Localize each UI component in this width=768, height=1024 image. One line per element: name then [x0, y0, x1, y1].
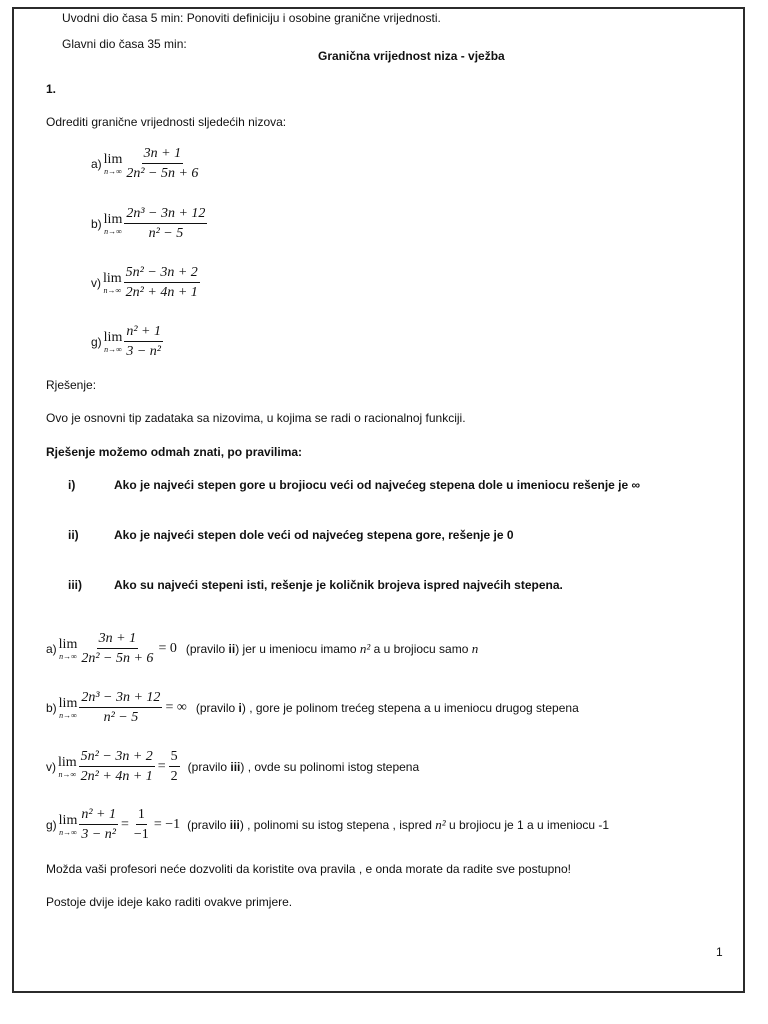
item-label: g)	[91, 334, 102, 349]
limit-operator: lim n→∞	[58, 636, 78, 661]
fraction: $\frac{\text{n² + 1}}{\text{3 − n²}}$	[81, 807, 116, 842]
page-title: Granična vrijednost niza - vježba	[318, 49, 505, 63]
rule-number: i)	[68, 478, 76, 492]
fraction: $\frac{\text{n² + 1}}{\text{3 − n²}}$	[126, 324, 161, 359]
task-instruction: Odrediti granične vrijednosti sljedećih nizova:	[46, 115, 287, 129]
answer-note: (pravilo iii) , ovde su polinomi istog stepena	[187, 759, 420, 774]
item-label: v)	[91, 275, 101, 290]
answer-note: (pravilo iii) , polinomi su istog stepena , ispred n² u brojiocu je 1 a u imeniocu -1	[187, 816, 610, 832]
answer-note: (pravilo i) , gore je polinom trećeg stepena a u imeniocu drugog stepena	[195, 700, 579, 715]
fraction: $\frac{3n + 1}{\text{2n² − 5n + 6}}$	[81, 631, 154, 666]
limit-operator: lim n→∞	[103, 151, 123, 176]
fraction: $\frac{3n + 1}{\text{2n² − 5n + 6}}$	[126, 146, 199, 181]
limit-operator: lim n→∞	[58, 695, 78, 720]
limit-operator: lim n→∞	[103, 270, 122, 295]
task-item-v	[91, 264, 200, 301]
result-fraction: $\frac{1}{-1}$	[133, 807, 149, 842]
answer-note: (pravilo ii) jer u imeniocu imamo n² a u brojiocu samo n	[185, 640, 479, 656]
fraction: $\frac{\text{5n² − 3n + 2}}{\text{2n² + 4n + 1}}$	[80, 749, 153, 784]
item-label: g)	[46, 817, 57, 832]
main-part-line: Glavni dio časa 35 min:	[62, 37, 187, 51]
result: = −1	[153, 816, 181, 832]
rule-number: iii)	[68, 578, 82, 592]
fraction: $\frac{\text{2n³ − 3n + 12}}{\text{n² − 5}}$	[126, 206, 206, 241]
result: = 0	[158, 640, 177, 656]
solution-intro: Ovo je osnovni tip zadataka sa nizovima, u kojima se radi o racionalnoj funkciji.	[46, 411, 466, 425]
rule-number: ii)	[68, 528, 79, 542]
result: = ∞	[165, 699, 187, 715]
limit-operator: lim n→∞	[103, 211, 123, 236]
answer-a	[46, 630, 478, 667]
fraction: $\frac{\text{5n² − 3n + 2}}{\text{2n² + 4n + 1}}$	[125, 265, 198, 300]
intro-line: Uvodni dio časa 5 min: Ponoviti definiciju i osobine granične vrijednosti.	[62, 11, 441, 25]
answer-v	[46, 748, 419, 785]
limit-operator: lim n→∞	[58, 812, 78, 837]
rules-heading: Rješenje možemo odmah znati, po pravilima:	[46, 445, 303, 459]
item-label: a)	[91, 156, 102, 171]
ideas-text: Postoje dvije ideje kako raditi ovakve primjere.	[46, 895, 293, 909]
item-label: b)	[91, 216, 102, 231]
rule-text: Ako je najveći stepen dole veći od najvećeg stepena gore, rešenje je 0	[114, 528, 514, 542]
warning-text: Možda vaši profesori neće dozvoliti da koristite ova pravila , e onda morate da radite sve postupno!	[46, 862, 571, 876]
page-number: 1	[716, 945, 723, 959]
solution-heading: Rješenje:	[46, 378, 97, 392]
document-page	[12, 7, 745, 993]
limit-operator: lim n→∞	[103, 329, 123, 354]
task-item-a	[91, 145, 200, 182]
equals-sign: =	[121, 816, 129, 832]
rule-text: Ako je najveći stepen gore u brojiocu veći od najvećeg stepena dole u imeniocu rešenje je ∞	[114, 478, 641, 492]
task-item-g	[91, 323, 163, 360]
fraction: $\frac{\text{2n³ − 3n + 12}}{\text{n² − 5}}$	[81, 690, 161, 725]
task-item-b	[91, 205, 207, 242]
equals-sign: =	[157, 758, 166, 774]
item-label: v)	[46, 759, 56, 774]
answer-b	[46, 689, 579, 726]
item-label: b)	[46, 700, 57, 715]
task-number: 1.	[46, 82, 57, 96]
result-fraction: $\frac{5}{2}$	[170, 749, 178, 784]
rule-text: Ako su najveći stepeni isti, rešenje je količnik brojeva ispred najvećih stepena.	[114, 578, 563, 592]
limit-operator: lim n→∞	[58, 754, 77, 779]
item-label: a)	[46, 641, 57, 656]
answer-g	[46, 806, 609, 843]
